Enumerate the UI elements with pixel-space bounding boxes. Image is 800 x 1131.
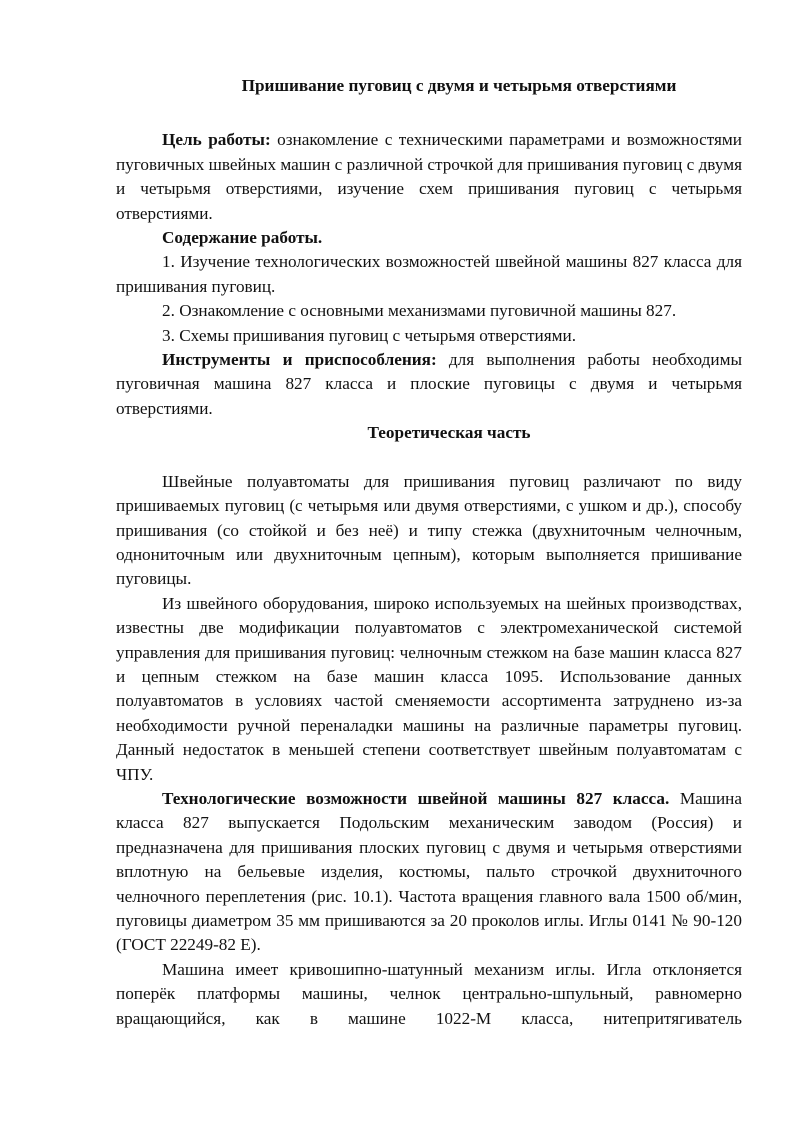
- capabilities-paragraph: [116, 787, 742, 958]
- document-title: Пришивание пуговиц с двумя и четырьмя отверстиями: [241, 76, 677, 95]
- theory-paragraph-1: Швейные полуавтоматы для пришивания пуговиц различают по виду пришиваемых пуговиц (с четырьмя или двумя отверстиями, с ушком и др.), способу пришивания (со стойкой и без неё) и типу стежка (двухниточным челночным, однониточным или двухниточным цепным), которым выполняется пришивание пуговицы.: [116, 471, 742, 589]
- capabilities-label: Технологические возможности швейной машины 827 класса.: [162, 788, 670, 808]
- content-item-3: 3. Схемы пришивания пуговиц с четырьмя отверстиями.: [162, 325, 577, 345]
- goal-label: Цель работы:: [162, 130, 271, 150]
- goal-paragraph: [116, 128, 742, 226]
- content-heading: Содержание работы.: [162, 228, 323, 248]
- goal-text: ознакомление с техническими параметрами и возможностями пуговичных швейных машин с различной строчкой для пришивания пуговиц с двумя и четырьмя отверстиями, изучение схем пришивания пуговиц с четырьмя отверстиями.: [116, 130, 743, 223]
- content-item-1: 1. Изучение технологических возможностей швейной машины 827 класса для пришивания пуговиц.: [116, 252, 742, 296]
- capabilities-text: Машина класса 827 выпускается Подольским механическим заводом (Россия) и предназначена для пришивания плоских пуговиц с двумя и четырьмя отверстиями вплотную на бельевые изделия, костюмы, пальто строчкой двухниточного челночного переплетения (рис. 10.1). Частота вращения главного вала 1500 об/мин, пуговицы диаметром 35 мм пришиваются за 20 проколов иглы. Иглы 0141 № 90-120 (ГОСТ 22249-82 Е).: [116, 788, 743, 955]
- final-paragraph: Машина имеет кривошипно-шатунный механизм иглы. Игла отклоняется поперёк платформы машины, челнок центрально-шпульный, равномерно вращающийся, как в машине 1022-М класса, нитепритягиватель: [116, 959, 742, 1028]
- theory-heading: Теоретическая часть: [367, 423, 531, 443]
- document-page: [116, 74, 742, 1031]
- tools-paragraph: [116, 348, 742, 421]
- tools-text: для выполнения работы необходимы пуговичная машина 827 класса и плоские пуговицы с двумя и четырьмя отверстиями.: [116, 350, 743, 418]
- content-item-2: 2. Ознакомление с основными механизмами пуговичной машины 827.: [162, 301, 677, 321]
- theory-paragraph-2: Из швейного оборудования, широко используемых на шейных производствах, известны две модификации полуавтоматов с электромеханической системой управления для пришивания пуговиц: челночным стежком на базе машин класса 827 и цепным стежком на базе машин класса 1095. Использование данных полуавтоматов в условиях частой сменяемости ассортимента затруднено из-за необходимости ручной переналадки машины на различные параметры пуговиц. Данный недостаток в меньшей степени соответствует швейным полуавтоматам с ЧПУ.: [116, 593, 742, 784]
- tools-label: Инструменты и приспособления:: [162, 350, 437, 370]
